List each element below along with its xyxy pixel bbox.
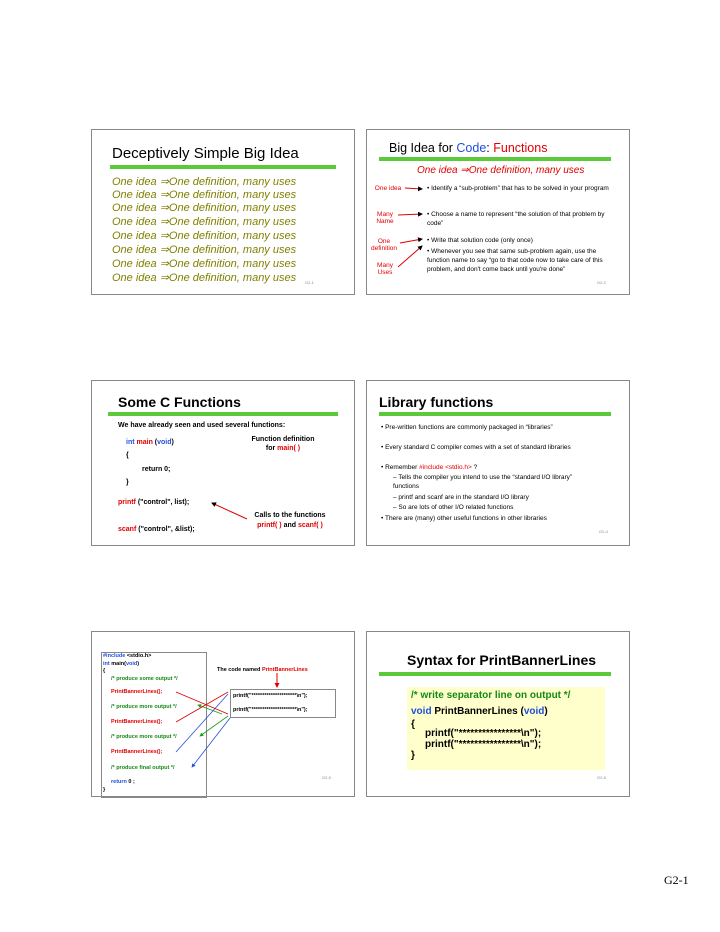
- printf-line-2: printf("*********************\n");: [233, 707, 308, 713]
- note-and: and: [281, 522, 298, 529]
- kw-include: #include: [103, 653, 126, 659]
- note-printf: printf( ): [257, 522, 282, 529]
- kw-main: main(: [109, 661, 126, 667]
- slide-1: [91, 129, 355, 295]
- sub-text: – Tells the compiler you intend to use the “standard I/O library” functions: [393, 474, 573, 490]
- call-flow-arrows: [92, 632, 356, 798]
- bullet-text: Identify a “sub-problem” that has to be solved in your program: [431, 185, 609, 192]
- slide-1-title: Deceptively Simple Big Idea: [112, 145, 299, 162]
- call-1: PrintBannerLines();: [111, 689, 163, 695]
- slide-3-arrows: [92, 381, 356, 547]
- slide-2-subtitle: One idea ⇒One definition, many uses: [417, 165, 585, 176]
- item-text: There are (many) other useful functions in other libraries: [384, 515, 547, 522]
- bullet-text: Choose a name to represent “the solution of that problem by code”: [427, 211, 605, 227]
- slide-6-title: Syntax for PrintBannerLines: [407, 652, 597, 668]
- brace-close: }: [103, 787, 106, 793]
- slide-number: G2-6: [597, 775, 606, 780]
- slide-number: G2-4: [599, 529, 608, 534]
- slide-1-line: One idea ⇒One definition, many uses: [112, 176, 297, 188]
- brace-open: {: [103, 668, 106, 674]
- bullet-2: • Choose a name to represent “the solution of that problem by code”: [427, 211, 605, 227]
- slide-number: G2-2: [597, 280, 606, 285]
- bullet-4: • Whenever you see that same sub-problem again, use the function name to say “go to that code now to take care of this problem, and don't come back until you're done”: [427, 248, 603, 273]
- bullet-text: Whenever you see that same sub-problem again, use the function name to say “go to that code now to take care of this problem, and don't come back until you're done”: [427, 248, 603, 273]
- bullet-3: • Write that solution code (only once): [427, 237, 533, 244]
- slide-3-intro: We have already seen and used several functions:: [118, 422, 286, 429]
- brace-close: }: [126, 479, 129, 486]
- title-colon: :: [486, 141, 494, 155]
- slide-2: [366, 129, 630, 295]
- printf-line-1: printf("*********************\n");: [233, 693, 308, 699]
- lib-item-4: • There are (many) other useful functions in other libraries: [381, 515, 547, 522]
- slide-4-title-underline: [379, 412, 611, 416]
- fn-name: PrintBannerLines (: [431, 706, 524, 717]
- label-many-name: Many Name: [376, 211, 394, 225]
- comment-4: /* produce final output */: [111, 765, 175, 771]
- brace-close: }: [411, 750, 415, 761]
- call-2: PrintBannerLines();: [111, 719, 163, 725]
- fn-name: PrintBannerLines: [261, 667, 308, 673]
- slide-1-line: One idea ⇒One definition, many uses: [112, 230, 297, 242]
- slide-number: G2-1: [305, 280, 314, 285]
- lib-item-3: • Remember #include <stdio.h> ?: [381, 464, 478, 471]
- include-header: <stdio.h>: [125, 653, 152, 659]
- printf-args: ("control", list);: [135, 499, 190, 506]
- kw-main: main: [136, 439, 153, 446]
- kw-int: int: [103, 661, 110, 667]
- label-one-idea: One idea: [374, 185, 402, 192]
- slide-6: [366, 631, 630, 797]
- main-signature: int main (void): [126, 439, 174, 446]
- slide-3-title: Some C Functions: [118, 394, 241, 410]
- note-main: main( ): [277, 445, 301, 452]
- lib-item-2: • Every standard C compiler comes with a set of standard libraries: [381, 444, 571, 451]
- sub-text: – printf and scanf are in the standard I/O library: [393, 494, 529, 501]
- scanf-args: ("control", &list);: [136, 526, 195, 533]
- include-directive: #include <stdio.h>: [419, 464, 472, 471]
- slide-5: [91, 631, 355, 797]
- comment-2: /* produce more output */: [111, 704, 177, 710]
- kw-return: return: [111, 779, 127, 785]
- kw-printf: printf: [118, 499, 136, 506]
- paren: ): [137, 661, 140, 667]
- item-text: Every standard C compiler comes with a set of standard libraries: [385, 444, 571, 451]
- page-label: G2-1: [664, 873, 689, 887]
- note-text: Calls to the functions: [254, 512, 326, 519]
- syntax-printf-1: printf("****************\n");: [425, 728, 542, 739]
- label-one-definition: One definition: [370, 238, 398, 252]
- title-code: Code: [456, 141, 487, 155]
- return-stmt: return 0;: [142, 466, 171, 473]
- slide-3: [91, 380, 355, 546]
- item-text: Remember: [385, 464, 420, 471]
- slide-1-line: One idea ⇒One definition, many uses: [112, 216, 297, 228]
- brace-open: {: [411, 719, 415, 730]
- sub-text: – So are lots of other I/O related functions: [393, 504, 514, 511]
- slide-4: [366, 380, 630, 546]
- lib-sub-1: [393, 473, 593, 491]
- slide-1-line: One idea ⇒One definition, many uses: [112, 272, 297, 284]
- lib-sub-2: [393, 493, 593, 502]
- kw-void: void: [411, 706, 432, 717]
- slide-6-title-underline: [379, 672, 611, 676]
- slide-1-title-underline: [110, 165, 336, 169]
- note-scanf: scanf( ): [297, 522, 323, 529]
- slide-1-line: One idea ⇒One definition, many uses: [112, 244, 297, 256]
- call-3: PrintBannerLines();: [111, 749, 163, 755]
- bullet-text: Write that solution code (only once): [431, 237, 533, 244]
- slide-1-line: One idea ⇒One definition, many uses: [112, 202, 297, 214]
- item-text: Pre-written functions are commonly packaged in “libraries”: [385, 424, 553, 431]
- syntax-signature: [411, 706, 548, 717]
- bullet-1: • Identify a “sub-problem” that has to be solved in your program: [427, 185, 609, 192]
- slide-1-line: One idea ⇒One definition, many uses: [112, 189, 297, 201]
- paren: ): [544, 706, 548, 717]
- kw-void: void: [157, 439, 172, 446]
- slide-number: G2-5: [322, 775, 331, 780]
- label-many-uses: Many Uses: [377, 262, 393, 276]
- label-text: The code named: [217, 667, 262, 673]
- title-functions: Functions: [493, 141, 548, 155]
- item-q: ?: [471, 464, 478, 471]
- brace-open: {: [126, 452, 129, 459]
- kw-scanf: scanf: [118, 526, 137, 533]
- return-value: 0 ;: [126, 779, 135, 785]
- slide-4-title: Library functions: [379, 394, 494, 410]
- lib-sub-3: [393, 503, 593, 512]
- kw-void: void: [125, 661, 138, 667]
- syntax-comment: /* write separator line on output */: [411, 690, 571, 701]
- title-part: Big Idea for: [389, 141, 457, 155]
- note-text: Function definition for: [251, 436, 315, 452]
- kw-int: int: [126, 439, 135, 446]
- syntax-printf-2: printf("****************\n");: [425, 739, 542, 750]
- kw-void-param: void: [523, 706, 545, 717]
- slide-1-line: One idea ⇒One definition, many uses: [112, 258, 297, 270]
- lib-item-1: • Pre-written functions are commonly packaged in “libraries”: [381, 424, 553, 431]
- comment-1: /* produce some output */: [111, 676, 178, 682]
- comment-3: /* produce more output */: [111, 734, 177, 740]
